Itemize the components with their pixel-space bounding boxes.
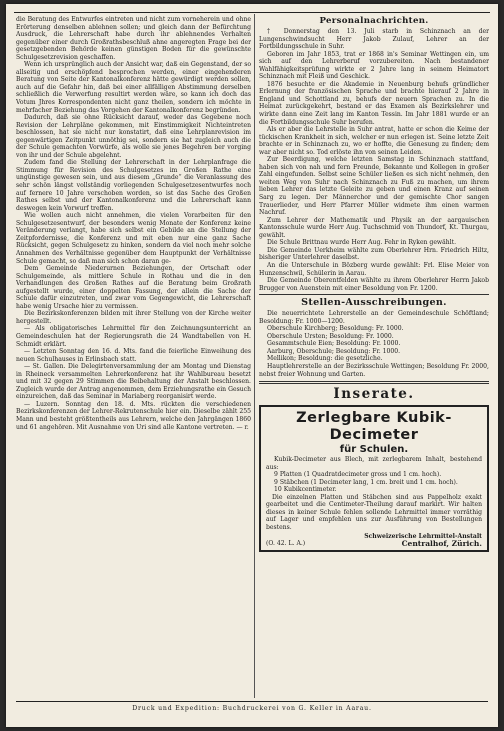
paragraph: — Als obligatorisches Lehrmittel für den Zeichnungsunterricht an Gemeindeschulen hat der Regierungsrath die 24 Wandtabellen von H. Schmidt erklärt. — [16, 325, 251, 348]
paragraph: Zum Lehrer der Mathematik und Physik an der aargauischen Kantonsschule wurde Herr Aug. Tuchschmid von Thundorf, Kt. Thurgau, gewählt. — [259, 216, 489, 239]
advertisement-box — [259, 405, 489, 551]
personal-news-heading: Personalnachrichten. — [319, 16, 429, 26]
ad-description: Die einzelnen Platten und Stäbchen sind aus Pappelholz exakt gearbeitet und die Centimeter-Theilung darauf markirt. Wir halten dieses in keiner Schule fehlen sollende Lehrmittel immer vorräthig auf Lager und empfehlen uns zur Ausführung von Bestellungen bestens. — [266, 493, 482, 531]
ad-intro: Kubik-Decimeter aus Blech, mit zerlegbarem Inhalt, bestehend aus: — [266, 456, 482, 471]
listing-line: Hauptlehrerstelle an der Bezirksschule Wettingen; Besoldung Fr. 2000, nebst freier Wohnung und Garten. — [259, 362, 489, 378]
left-column — [16, 16, 251, 696]
listing-line: Mellikon; Besoldung: die gesetzliche. — [267, 355, 383, 363]
paragraph: Wie wollen auch nicht annehmen, die vielen Vorarbeiten für den Schulgesetzesentwurf, der besonders wenig Monate der Konferenz keine Veränderung verlangt, habe sich selbst ein Gebilde an die Stellung der Zeitpfordernisse, die Konferenz und mit eben nur eine ganz Sache Rücksicht, gegen Schulgesetz zu hinken, sondern da viel noch mehr solche Annahmen des Verhältnisse gegenüber dem Hauptpunkt der Verhältnisse Schule gemacht, so daß man sich schon daran ge- — [16, 212, 251, 265]
right-column — [259, 16, 489, 696]
ad-item: 10 Kubikcentimeter. — [274, 486, 337, 494]
ad-code: (O. 42. L. A.) — [266, 539, 306, 547]
paragraph: — Luzern. Sonntag den 18. d. Mts. rückten die verschiedenen Bezirkskonferenzen der Lehrer-Rekrutenschule hier ein. Dieselbe zählt 255 Mann und besteht größtentheils aus Lehrern, welche den Jahrgängen 1860 und 61 angehören. Mit Ausnahme von Uri sind alle Kantone vertreten. — r. — [16, 400, 251, 431]
paragraph: † Donnerstag den 13. Juli starb in Schinznach an der Lungenschwindsucht Herr Jakob Zulauf, Lehrer an der Fortbildungsschule in Suhr. — [259, 28, 489, 51]
ad-item: 9 Stäbchen (1 Decimeter lang, 1 cm. breit und 1 cm. hoch). — [274, 478, 458, 486]
paragraph: An die Unterschule in Bözberg wurde gewählt: Frl. Elise Meier von Hunzenschwil, Schülerin in Aarau. — [259, 261, 489, 277]
paragraph: Geboren im Jahr 1853, trat er 1868 in's Seminar Wettingen ein, um sich auf den Lehrerberuf vorzubereiten. Nach bestandener Wahlfähigkeitsprüfung wirkte er 2 Jahre lang in seinem Heimatort Schinznach mit Fleiß und Geschick. — [259, 50, 489, 81]
paragraph: Die neuerrichtete Lehrerstelle an der Gemeindeschule Schöftland; Besoldung: Fr. 1000—1200. — [259, 310, 489, 325]
paragraph: die Beratung des Entwurfes eintreten und nicht zum vorneherein und ohne Erörterung denselben ablehnen sollen; und gleich dann der Befürchtung Ausdruck, die Lehrerschaft habe durch ihr ablehnendes Verhalten gegenüber einer durch Großrathsbeschluß ahne angeregten Frage bei der gesetzgebenden Behörde keinen günstigen Boden für die gewünschte Schulgesetzrevision geschaffen. — [16, 16, 251, 61]
paragraph: Zur Beerdigung, welche letzten Samstag in Schinznach stattfand, haben sich von nah und fern Freunde, Bekannte und Kollegen in großer Zahl eingefunden. Selbst seine Schüler ließen es sich nicht nehmen, den weiten Weg von Suhr nach Schinznach zu Fuß zu machen, um ihrem lieben Lehrer das letzte Geleite zu geben und einen Kranz auf seinen Sarg zu legen. Der Männerchor und der gemischte Chor sangen Trauerlieder, und Herr Pfarrer Müller widmete ihm einen warmen Nachruf. — [259, 156, 489, 217]
printer-footer: Druck und Expedition: Buchdruckerei von G. Keller in Aarau. — [16, 701, 488, 712]
listing-line: Gesammtschule Eien; Besoldung: Fr. 1000. — [267, 340, 401, 348]
section-divider — [259, 294, 489, 295]
listing-line: Oberschule Kirchberg; Besoldung: Fr. 1000. — [267, 325, 404, 333]
ad-city: Centralhof, Zürich. — [401, 539, 482, 549]
paragraph: Dem Gemeinde Niederurnen Beziehungen, der Ortschaft oder Schulgemeinde, als mittlere Schule in Rothau und die in den Verhandlungen des Großen Rathes auf die Beratung beim Großrath aufgestellt wurde, einer doppelten Fassung, der allein die Sache der Schule dafür einzutreten, und zwar vom Gegengewicht, die Lehrerschaft habe wenig Ursache hier zu vermissen. — [16, 265, 251, 310]
paragraph: Die Gemeinde Oberentfelden wählte zu ihrem Oberlehrer Herrn Jakob Brugger von Auenstein mit einer Besoldung von Fr. 1200. — [259, 277, 489, 292]
ad-title: Zerlegbare Kubik-Decimeter — [296, 410, 452, 444]
column-separator — [254, 14, 255, 698]
paragraph: — Letzten Sonntag den 16. d. Mts. fand die feierliche Einweihung des neuen Schulhauses in Erlinsbach statt. — [16, 348, 251, 363]
paragraph: Als er aber die Lehrstelle in Suhr antrat, hatte er schon die Keime der tückischen Krankheit in sich, welcher er nun erlegen ist. Seine letzte Zeit brachte er in Schinznach zu, wo er hoffte, die Genesung zu finden; dem war aber nicht so. Tod erlöste ihn von seinen Leiden. — [259, 126, 489, 156]
paragraph: Dadurch, daß sie ohne Rücksicht darauf, weder das Gegebene noch Revision der Lehrpläne gekommen, mit Einstimmigkeit Nichteintreten beschlossen, hat sie nicht nur konstatirt, daß eine Lehrplanrevision im gegenwärtigen Zeitpunkt unnöthig sei, sondern sie hat zugleich auch die der Schule gemachten Vorwürfe, als wolle sie jenes Begehren ber vorging von ihr und der Schule abgelehnt. — [16, 114, 251, 159]
paragraph: — St. Gallen. Die Delegirtenversammlung der am Montag und Dienstag in Rheineck versammelten Lehrerkonferenz hat ihr Wahlbureau besetzt und mit 32 gegen 29 Stimmen die Beibehaltung der Anstalt beschlossen. Zugleich wurde der Antrag angenommen, dem Erziehungsrathe ein Gesuch einzureichen, daß das Seminar in Mariaberg reorganisirt werde. — [16, 363, 251, 401]
advertisements-heading: Inserate. — [333, 386, 415, 403]
newspaper-page — [6, 4, 498, 727]
paragraph: Wenn ich ursprünglich auch der Ansicht war, daß ein Gegenstand, der so allseitig und erschöpfend besprochen werden, einer eingehenderen Beratung von Seite der Kantonalkonferenz hätte gewürdigt werden sollen, auch auf die Gefahr hin, daß bei einer allfälligen Abstimmung derselben schließlich die Verwerfung resultirt werden wäre, so kann ich doch das Votum Jhres Korrespondenten nicht ganz theilen, sondern ich möchte in mehrfacher Beziehung das Vorgehen der Kantonalkonferenz begründen. — [16, 61, 251, 114]
ad-company: Schweizerische Lehrmittel-Anstalt — [364, 532, 482, 540]
paragraph: 1876 besuchte er die Akademie in Neuenburg behufs gründlicher Erlernung der französischen Sprache und brachte hierauf 2 Jahre in England und Schottland zu, behufs der neuern Sprachen zu. In die Heimat zurückgekehrt, bestand er das Examen als Bezirkslehrer und wirkte dann eine Zeit lang im Kanton Tessin. Im Jahr 1881 wurde er an die Fortbildungsschule Suhr berufen. — [259, 80, 489, 126]
listing-line: Oberschule Ursten; Besoldung: Fr. 1000. — [267, 332, 394, 340]
paragraph: Die Schule Brittnau wurde Herr Aug. Fehr in Ryken gewählt. — [267, 239, 457, 247]
listing-line: Aarburg, Oberschule; Besoldung: Fr. 1000. — [267, 347, 401, 355]
job-listings-heading: Stellen-Ausschreibungen. — [301, 297, 447, 309]
paragraph: Zudem fand die Stellung der Lehrerschaft in der Lehrplanfrage die Stimmung für Revision des Schulgesetzes im Großen Rathe eine ungünstige gewesen sein, und aus diesem „Grunde“ die Veranlassung des sehr schön längst vollständig vorliegenden Schulgesetzesentwurfes noch auf fernere 10 Jahre verschoben worden, so ist das Sache des Großen Rathes selbst und der Kantonalkonferenz und die Lehrerschaft kann deswegen kein Vorwurf treffen. — [16, 159, 251, 212]
ad-item: 9 Platten (1 Quadratdecimeter gross und 1 cm. hoch). — [274, 471, 442, 479]
paragraph: Die Gemeinde Uerkheim wählte zum Oberlehrer Hrn. Friedrich Hiltz, bisheriger Unterlehrer daselbst. — [259, 246, 489, 262]
ad-subtitle: für Schulen. — [339, 444, 409, 456]
paragraph: Die Bezirkskonferenzen bilden mit ihrer Stellung von der Kirche weiter hergestellt. — [16, 310, 251, 325]
section-divider — [259, 381, 489, 384]
top-rule — [14, 12, 490, 13]
